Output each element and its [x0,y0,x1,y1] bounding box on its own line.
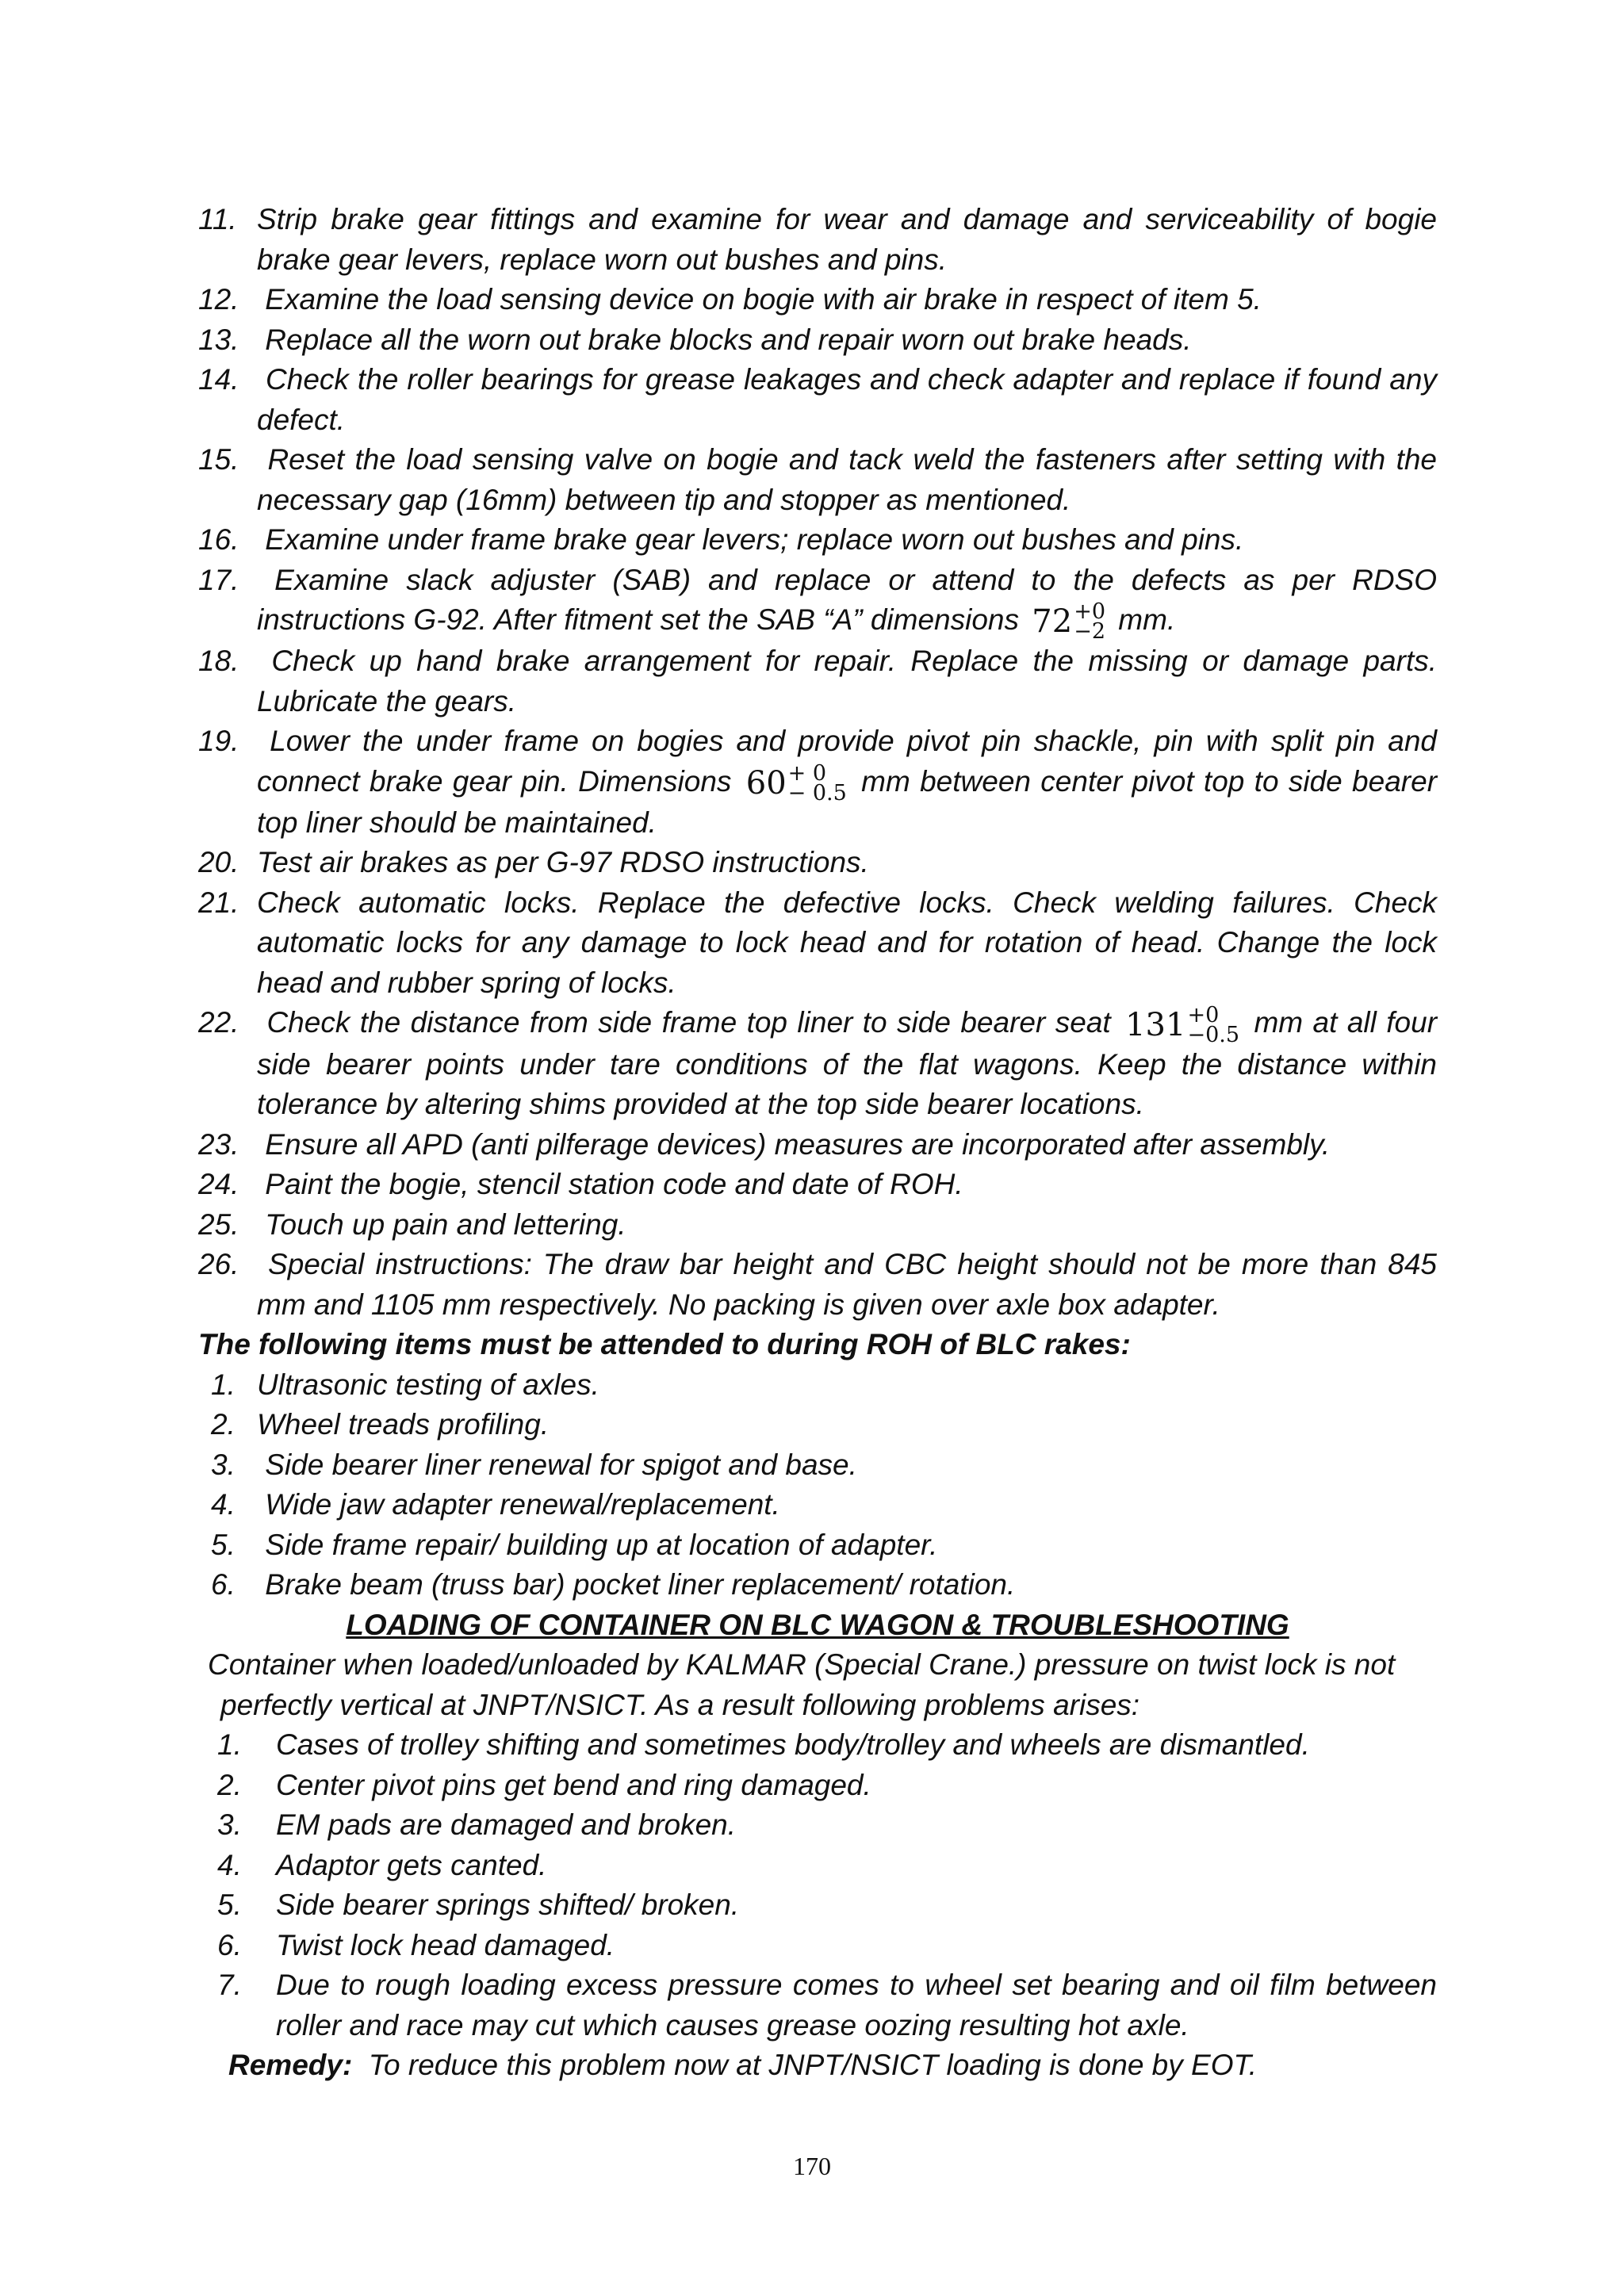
list-item [198,561,1438,645]
list-item [198,520,1437,561]
item-number: 26. [198,1248,239,1281]
list-item [198,843,1437,883]
roh-items-list [198,1365,1437,1605]
item-text-before: Check the distance from side frame top liner to side bearer seat [266,1006,1111,1039]
remedy-text: To reduce this problem now at JNPT/NSICT loading is done by EOT. [368,2049,1257,2082]
intro-line: Container when loaded/unloaded by KALMAR (Special Crane.) pressure on twist lock is not [208,1648,1396,1682]
item-number: 3. [211,1448,236,1481]
list-item [198,1485,1437,1525]
item-number: 13. [198,323,239,356]
item-number: 1. [217,1728,242,1762]
item-text: Wide jaw adapter renewal/replacement. [265,1488,780,1521]
list-item [198,1565,1437,1605]
list-item [198,360,1437,440]
item-text: Paint the bogie, stencil station code and date of ROH. [265,1168,963,1201]
item-text-after: mm between center pivot top to side bearer top liner should be maintained. [257,764,1438,839]
item-number: 4. [211,1488,236,1521]
item-text: Check the roller bearings for grease leakages and check adapter and replace if found any defect. [257,363,1437,436]
item-text: Ultrasonic testing of axles. [257,1368,599,1401]
item-number: 12. [198,283,239,316]
roh-heading: The following items must be attended to during ROH of BLC rakes: [198,1328,1131,1361]
item-number: 19. [198,725,239,758]
item-number: 1. [211,1368,236,1401]
tolerance-value [1125,1002,1240,1047]
item-number: 21. [198,886,239,919]
tolerance-value [745,760,847,806]
list-item [198,1245,1437,1325]
item-text-after: mm. [1118,603,1176,636]
item-text: Replace all the worn out brake blocks and repair worn out brake heads. [265,323,1192,356]
item-text: Special instructions: The draw bar height and CBC height should not be more than 845 mm and 1105 mm respectively. No packing is given over axle box adapter. [257,1248,1437,1321]
list-item [198,320,1437,361]
list-item [198,1885,1437,1926]
item-text [257,1002,1438,1121]
list-item [198,1003,1437,1124]
item-text [257,563,1438,645]
item-text-before: Lower the under frame on bogies and provide pivot pin shackle, pin with split pin and connect brake gear pin. Dimensions [257,725,1437,798]
intro-line: perfectly vertical at JNPT/NSICT. As a result following problems arises: [220,1688,1140,1721]
item-text: Check up hand brake arrangement for repair. Replace the missing or damage parts. Lubricate the gears. [257,645,1438,718]
item-text: Cases of trolley shifting and sometimes body/trolley and wheels are dismantled. [276,1728,1310,1762]
item-number: 6. [217,1928,242,1961]
list-item [198,883,1437,1004]
item-number: 5. [211,1528,236,1561]
item-number: 14. [198,363,239,396]
item-number: 2. [217,1768,242,1801]
item-number: 18. [198,645,239,678]
tolerance-base: 72 [1032,603,1073,641]
item-text: EM pads are damaged and broken. [276,1808,737,1842]
list-item [198,1405,1437,1445]
tolerance-lower: −2 [1074,619,1106,645]
item-text: Strip brake gear fittings and examine for wear and damage and serviceability of bogie brake gear levers, replace worn out bushes and pins. [257,203,1437,276]
tolerance-base: 131 [1125,1006,1186,1043]
list-item [198,1525,1437,1566]
list-item [198,200,1437,280]
item-text: Test air brakes as per G-97 RDSO instructions. [257,846,869,879]
item-number: 24. [198,1168,239,1201]
list-item [198,1205,1437,1246]
item-text: Touch up pain and lettering. [265,1207,626,1241]
list-item [198,1926,1437,1966]
tolerance-upper: +0 [1187,1002,1220,1027]
item-number: 17. [198,563,239,596]
item-number: 2. [211,1408,236,1441]
item-number: 6. [211,1568,236,1601]
item-text: Brake beam (truss bar) pocket liner replacement/ rotation. [265,1568,1016,1601]
item-text: Reset the load sensing valve on bogie and tack weld the fasteners after setting with the necessary gap (16mm) between tip and stopper as mentioned. [257,443,1438,516]
item-number: 7. [217,1969,242,2002]
remedy-label: Remedy: [228,2049,353,2082]
list-item [198,1725,1437,1766]
list-item [198,1846,1437,1886]
tolerance-upper: +0 [1074,599,1106,625]
list-item [198,1965,1437,2045]
problems-list [198,1725,1437,2045]
item-text: Side bearer springs shifted/ broken. [276,1888,740,1922]
remedy-line [198,2045,1437,2086]
list-item [198,1165,1437,1205]
item-text: Side frame repair/ building up at location of adapter. [265,1528,938,1561]
tolerance-lower: − 0.5 [787,780,847,806]
item-text: Check automatic locks. Replace the defective locks. Check welding failures. Check automatic locks for any damage to lock head and for rotation of head. Change the lock head and rubber spring of locks. [257,886,1437,999]
item-number: 25. [198,1207,239,1241]
item-text: Twist lock head damaged. [276,1928,615,1961]
item-text: Ensure all APD (anti pilferage devices) measures are incorporated after assembly. [265,1127,1331,1161]
item-text: Adaptor gets canted. [276,1848,547,1881]
item-number: 23. [198,1127,239,1161]
item-text: Side bearer liner renewal for spigot and base. [265,1448,857,1481]
item-text-before: Examine slack adjuster (SAB) and replace or attend to the defects as per RDSO instructions G-92. After fitment set the SAB “A” dimensions [257,563,1438,636]
intro-paragraph [198,1645,1437,1725]
item-number: 5. [217,1888,242,1922]
item-text-after: mm at all four side bearer points under tare conditions of the flat wagons. Keep the distance within tolerance by altering shims provided at the top side bearer locations. [257,1006,1438,1121]
list-item [198,1125,1437,1165]
tolerance-lower: −0.5 [1187,1022,1240,1047]
list-item [198,1365,1437,1406]
page-content [198,200,1437,2086]
item-text [257,725,1437,839]
item-text: Wheel treads profiling. [257,1408,550,1441]
item-number: 16. [198,523,239,556]
list-item [198,440,1437,520]
tolerance-base: 60 [745,764,787,802]
tolerance-value [1032,599,1106,645]
section-heading: LOADING OF CONTAINER ON BLC WAGON & TROUBLESHOOTING [346,1608,1289,1641]
item-text: Examine the load sensing device on bogie with air brake in respect of item 5. [265,283,1262,316]
tolerance-upper: + 0 [787,760,827,786]
list-item [198,1445,1437,1486]
item-text: Center pivot pins get bend and ring damaged. [276,1768,871,1801]
item-text: Examine under frame brake gear levers; replace worn out bushes and pins. [265,523,1244,556]
item-number: 20. [198,846,239,879]
list-item [198,641,1437,721]
item-number: 3. [217,1808,242,1842]
list-item [198,721,1437,843]
item-number: 22. [198,1006,239,1039]
list-item [198,1766,1437,1806]
item-text: Due to rough loading excess pressure comes to wheel set bearing and oil film between roller and race may cut which causes grease oozing resulting hot axle. [276,1969,1437,2042]
list-item [198,280,1437,320]
page-number: 170 [793,2152,831,2180]
item-number: 4. [217,1848,242,1881]
item-number: 15. [198,443,239,476]
item-number: 11. [198,203,237,235]
maintenance-list [198,200,1437,1325]
list-item [198,1805,1437,1846]
